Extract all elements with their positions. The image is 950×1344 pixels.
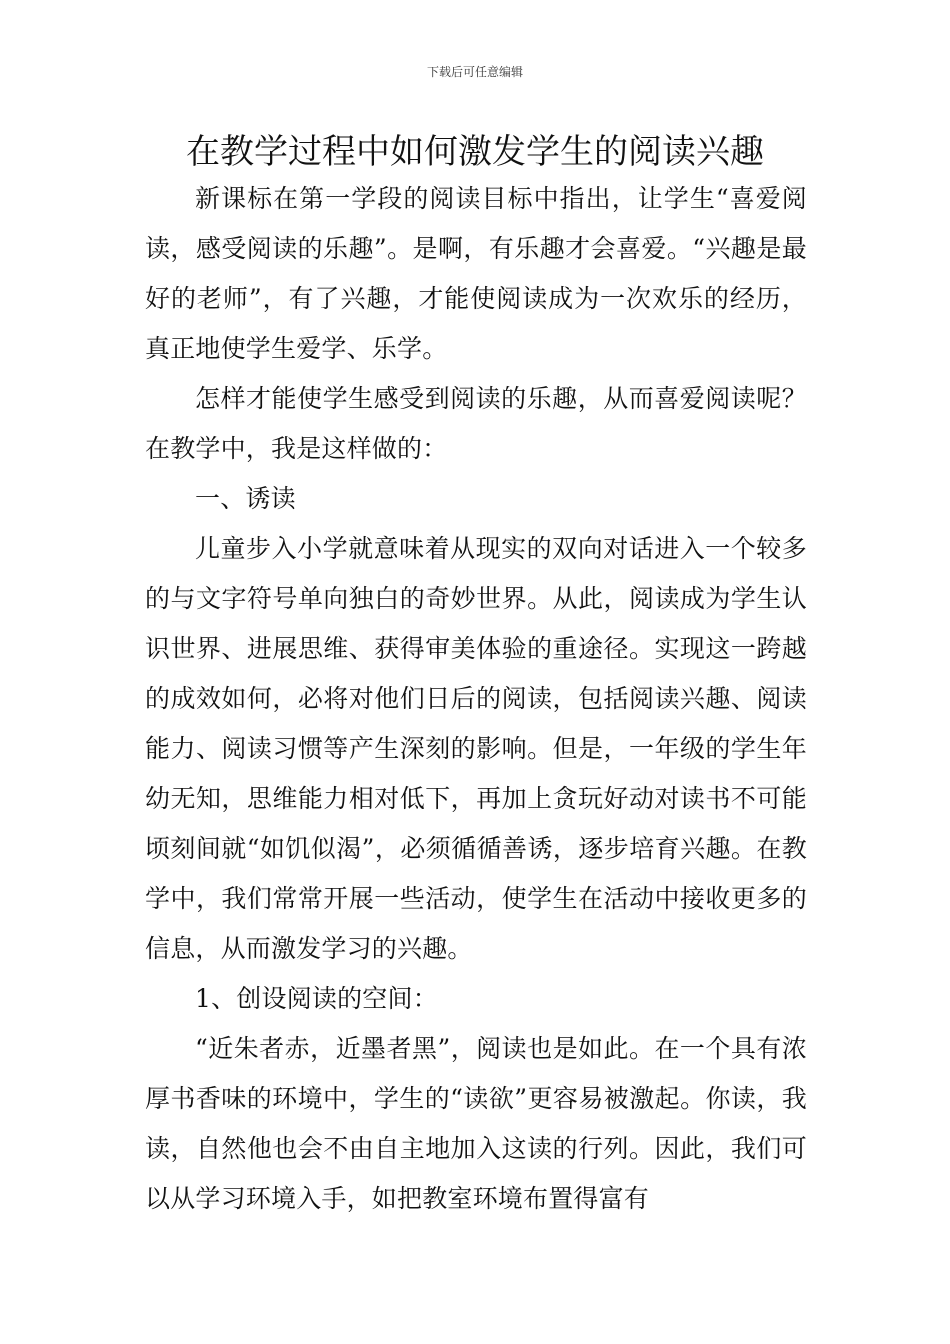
page-header-note: 下载后可任意编辑 (426, 65, 523, 79)
paragraph-question: 怎样才能使学生感受到阅读的乐趣，从而喜爱阅读呢？在教学中，我是这样做的： (145, 384, 807, 463)
paragraph-intro: 新课标在第一学段的阅读目标中指出，让学生“喜爱阅读，感受阅读的乐趣”。是啊，有乐趣才会喜爱。“兴趣是最好的老师”，有了兴趣，才能使阅读成为一次欢乐的经历，真正地使学生爱学、乐学。 (145, 184, 807, 363)
paragraph-subsection-1: “近朱者赤，近墨者黑”，阅读也是如此。在一个具有浓厚书香味的环境中，学生的“读欲”更容易被激起。你读，我读，自然他也会不由自主地加入这读的行列。因此，我们可以从学习环境入手，如把教室环境布置得富有 (145, 1034, 807, 1213)
document-body (145, 174, 807, 1224)
subsection-heading-1: 1、创设阅读的空间： (195, 984, 438, 1013)
section-heading-1: 一、诱读 (195, 484, 296, 513)
document-title: 在教学过程中如何激发学生的阅读兴趣 (186, 132, 764, 172)
paragraph-section-1: 儿童步入小学就意味着从现实的双向对话进入一个较多的与文字符号单向独白的奇妙世界。从此，阅读成为学生认识世界、进展思维、获得审美体验的重途径。实现这一跨越的成效如何，必将对他们日后的阅读，包括阅读兴趣、阅读能力、阅读习惯等产生深刻的影响。但是，一年级的学生年幼无知，思维能力相对低下，再加上贪玩好动对读书不可能顷刻间就“如饥似渴”，必须循循善诱，逐步培育兴趣。在教学中，我们常常开展一些活动，使学生在活动中接收更多的信息，从而激发学习的兴趣。 (145, 534, 807, 963)
